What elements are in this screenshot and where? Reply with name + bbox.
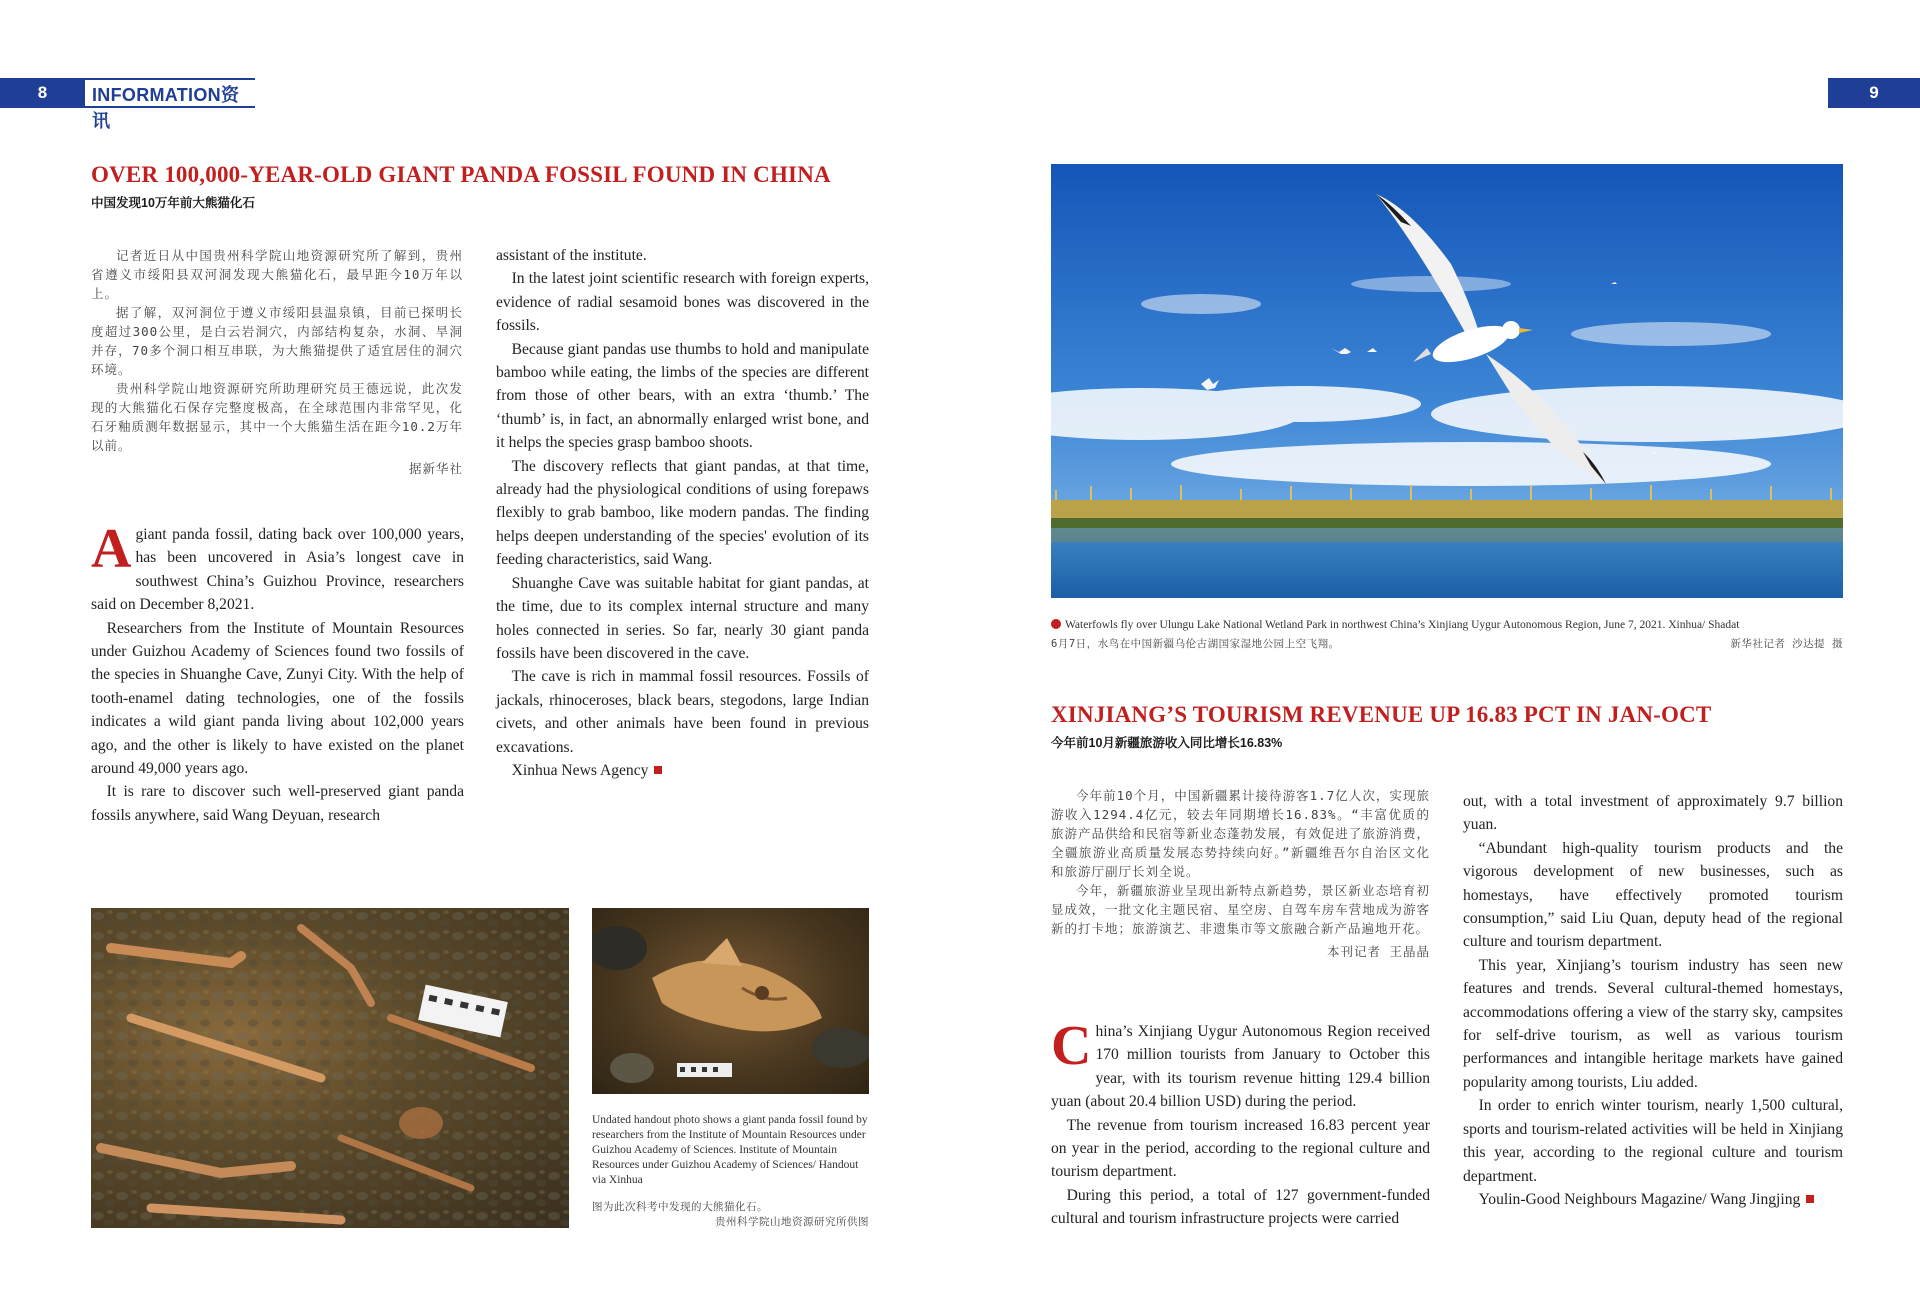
cn-paragraph: 贵州科学院山地资源研究所助理研究员王德远说，此次发现的大熊猫化石保存完整度极高，在全球范围内非常罕见，化石牙釉质测年数据显示，其中一个大熊猫生活在距今10.2万年以前。: [91, 381, 463, 453]
cn-paragraph: 记者近日从中国贵州科学院山地资源研究所了解到，贵州省遵义市绥阳县双河洞发现大熊猫化石，最早距今10万年以上。: [91, 248, 463, 301]
cn-source: 本刊记者 王晶晶: [1326, 944, 1430, 959]
wetland-photo-caption: Waterfowls fly over Ulungu Lake National Wetland Park in northwest China’s Xinjiang Uygur Autonomous Region, June 7, 2021. Xinhua/ Shadat: [1051, 618, 1843, 633]
body-paragraph: During this period, a total of 127 government-funded cultural and tourism infrastructure projects were carried: [1051, 1186, 1430, 1228]
article1-column-2: [496, 244, 869, 782]
body-paragraph: Shuanghe Cave was suitable habitat for giant pandas, at the time, due to its complex internal structure and many holes connected in series. So far, nearly 30 giant panda fossils have been discovered in the cave.: [496, 574, 869, 662]
drop-cap: C: [1051, 1015, 1092, 1077]
wetland-photo-credit: 新华社记者 沙达提 摄: [1730, 638, 1843, 650]
body-paragraph: The revenue from tourism increased 16.83 percent year on year in the period, according to the regional culture and tourism department.: [1051, 1116, 1430, 1181]
cn-paragraph: 据了解，双河洞位于遵义市绥阳县温泉镇，目前已探明长度超过300公里，是白云岩洞穴，内部结构复杂，水洞、旱洞并存，70多个洞口相互串联，为大熊猫提供了适宜居住的洞穴环境。: [91, 305, 463, 377]
camera-icon: [1051, 619, 1061, 629]
body-paragraph: “Abundant high-quality tourism products and the vigorous development of new businesses, such as homestays, have effectively promoted tourism consumption,” said Liu Quan, deputy head of the regional culture and tourism department.: [1463, 839, 1843, 951]
fossil-photo-large: [91, 908, 569, 1228]
body-paragraph: The discovery reflects that giant pandas, at that time, already had the physiological conditions of using forepaws flexibly to grab bamboo, like modern pandas. The finding helps deepen understanding of the species' evolution of its feeding characteristics, said Wang.: [496, 457, 869, 569]
body-paragraph: The cave is rich in mammal fossil resources. Fossils of jackals, rhinoceroses, black bears, stegodons, large Indian civets, and other animals have been found in previous excavations.: [496, 668, 869, 756]
byline: Xinhua News Agency: [511, 761, 649, 779]
body-paragraph: This year, Xinjiang’s tourism industry has seen new features and trends. Several cultural-themed homestays, accommodations offering a view of the starry sky, campsites for self-drive tourism, as well as various tourism performances and intangible heritage markets have gained popularity among tourists, Liu added.: [1463, 956, 1843, 1091]
article2-column-1: [1051, 1015, 1430, 1231]
cn-paragraph: 今年，新疆旅游业呈现出新特点新趋势，景区新业态培育初显成效，一批文化主题民宿、星空房、自驾车房车营地成为游客新的打卡地；旅游演艺、非遗集市等文旅融合新产品遍地开花。: [1051, 883, 1430, 936]
byline: Youlin-Good Neighbours Magazine/ Wang Jingjing: [1478, 1190, 1801, 1208]
fossil-photo-small: [592, 908, 869, 1094]
section-title: INFORMATION资讯: [92, 85, 240, 131]
end-mark-icon: [1806, 1195, 1814, 1203]
lead-paragraph: hina’s Xinjiang Uygur Autonomous Region received 170 million tourists from January to October this year, with its tourism revenue hitting 129.4 billion yuan (about 20.4 billion USD) during the period.: [1051, 1023, 1430, 1111]
fossil-photo-caption-cn: 图为此次科考中发现的大熊猫化石。: [592, 1201, 768, 1213]
article1-column-1: [91, 518, 464, 827]
article1-subhead: 中国发现10万年前大熊猫化石: [91, 196, 255, 210]
body-paragraph: out, with a total investment of approximately 9.7 billion yuan.: [1463, 793, 1843, 834]
body-paragraph: In the latest joint scientific research with foreign experts, evidence of radial sesamoid bones was discovered in the fossils.: [496, 270, 869, 335]
article2-chinese-summary: [1051, 786, 1430, 961]
drop-cap: A: [91, 518, 132, 580]
wetland-photo: [1051, 164, 1843, 598]
article1-headline: OVER 100,000-YEAR-OLD GIANT PANDA FOSSIL FOUND IN CHINA: [91, 162, 831, 187]
body-paragraph: It is rare to discover such well-preserved giant panda fossils anywhere, said Wang Deyuan, research: [91, 783, 464, 824]
left-page-number: 8: [0, 78, 85, 108]
body-paragraph: Because giant pandas use thumbs to hold and manipulate bamboo while eating, the limbs of the species are different from those of other bears, with an extra ‘thumb.’ The ‘thumb’ is, in fact, an abnormally enlarged wrist bone, and it helps the species grasp bamboo shoots.: [496, 340, 869, 452]
article1-chinese-summary: [91, 246, 463, 478]
fossil-photo-caption: Undated handout photo shows a giant panda fossil found by researchers from the Institute of Mountain Resources under Guizhou Academy of Sciences. Institute of Mountain Resources under Guizhou Academy of Sciences/ Handout via Xinhua: [592, 1114, 868, 1186]
body-paragraph: Researchers from the Institute of Mountain Resources under Guizhou Academy of Sciences found two fossils of the species in Shuanghe Cave, Zunyi City. With the help of tooth-enamel dating technologies, one of the fossils indicates a wild giant panda living about 102,000 years ago, and the other is likely to have existed on the planet around 49,000 years ago.: [91, 619, 464, 778]
end-mark-icon: [654, 766, 662, 774]
cn-paragraph: 今年前10个月，中国新疆累计接待游客1.7亿人次，实现旅游收入1294.4亿元，较去年同期增长16.83%。“丰富优质的旅游产品供给和民宿等新业态蓬勃发展，有效促进了旅游消费，全疆旅游业高质量发展态势持续向好。”新疆维吾尔自治区文化和旅游厅副厅长刘全说。: [1051, 788, 1430, 879]
body-paragraph: assistant of the institute.: [496, 247, 647, 264]
right-page-number: 9: [1828, 78, 1920, 108]
left-page-header: [0, 78, 255, 131]
cn-source: 据新华社: [408, 461, 463, 476]
body-paragraph: In order to enrich winter tourism, nearly 1,500 cultural, sports and tourism-related activities will be held in Xinjiang this year, according to the regional culture and tourism department.: [1463, 1097, 1843, 1185]
wetland-photo-caption-cn: 6月7日，水鸟在中国新疆乌伦古湖国家湿地公园上空飞翔。: [1051, 638, 1340, 650]
lead-paragraph: giant panda fossil, dating back over 100,000 years, has been uncovered in Asia’s longest cave in southwest China’s Guizhou Province, researchers said on December 8,2021.: [91, 526, 464, 614]
article2-subhead: 今年前10月新疆旅游收入同比增长16.83%: [1051, 736, 1283, 750]
fossil-photo-credit: 贵州科学院山地资源研究所供图: [715, 1216, 869, 1228]
article2-headline: XINJIANG’S TOURISM REVENUE UP 16.83 PCT IN JAN-OCT: [1051, 702, 1712, 727]
article2-column-2: [1463, 790, 1843, 1211]
